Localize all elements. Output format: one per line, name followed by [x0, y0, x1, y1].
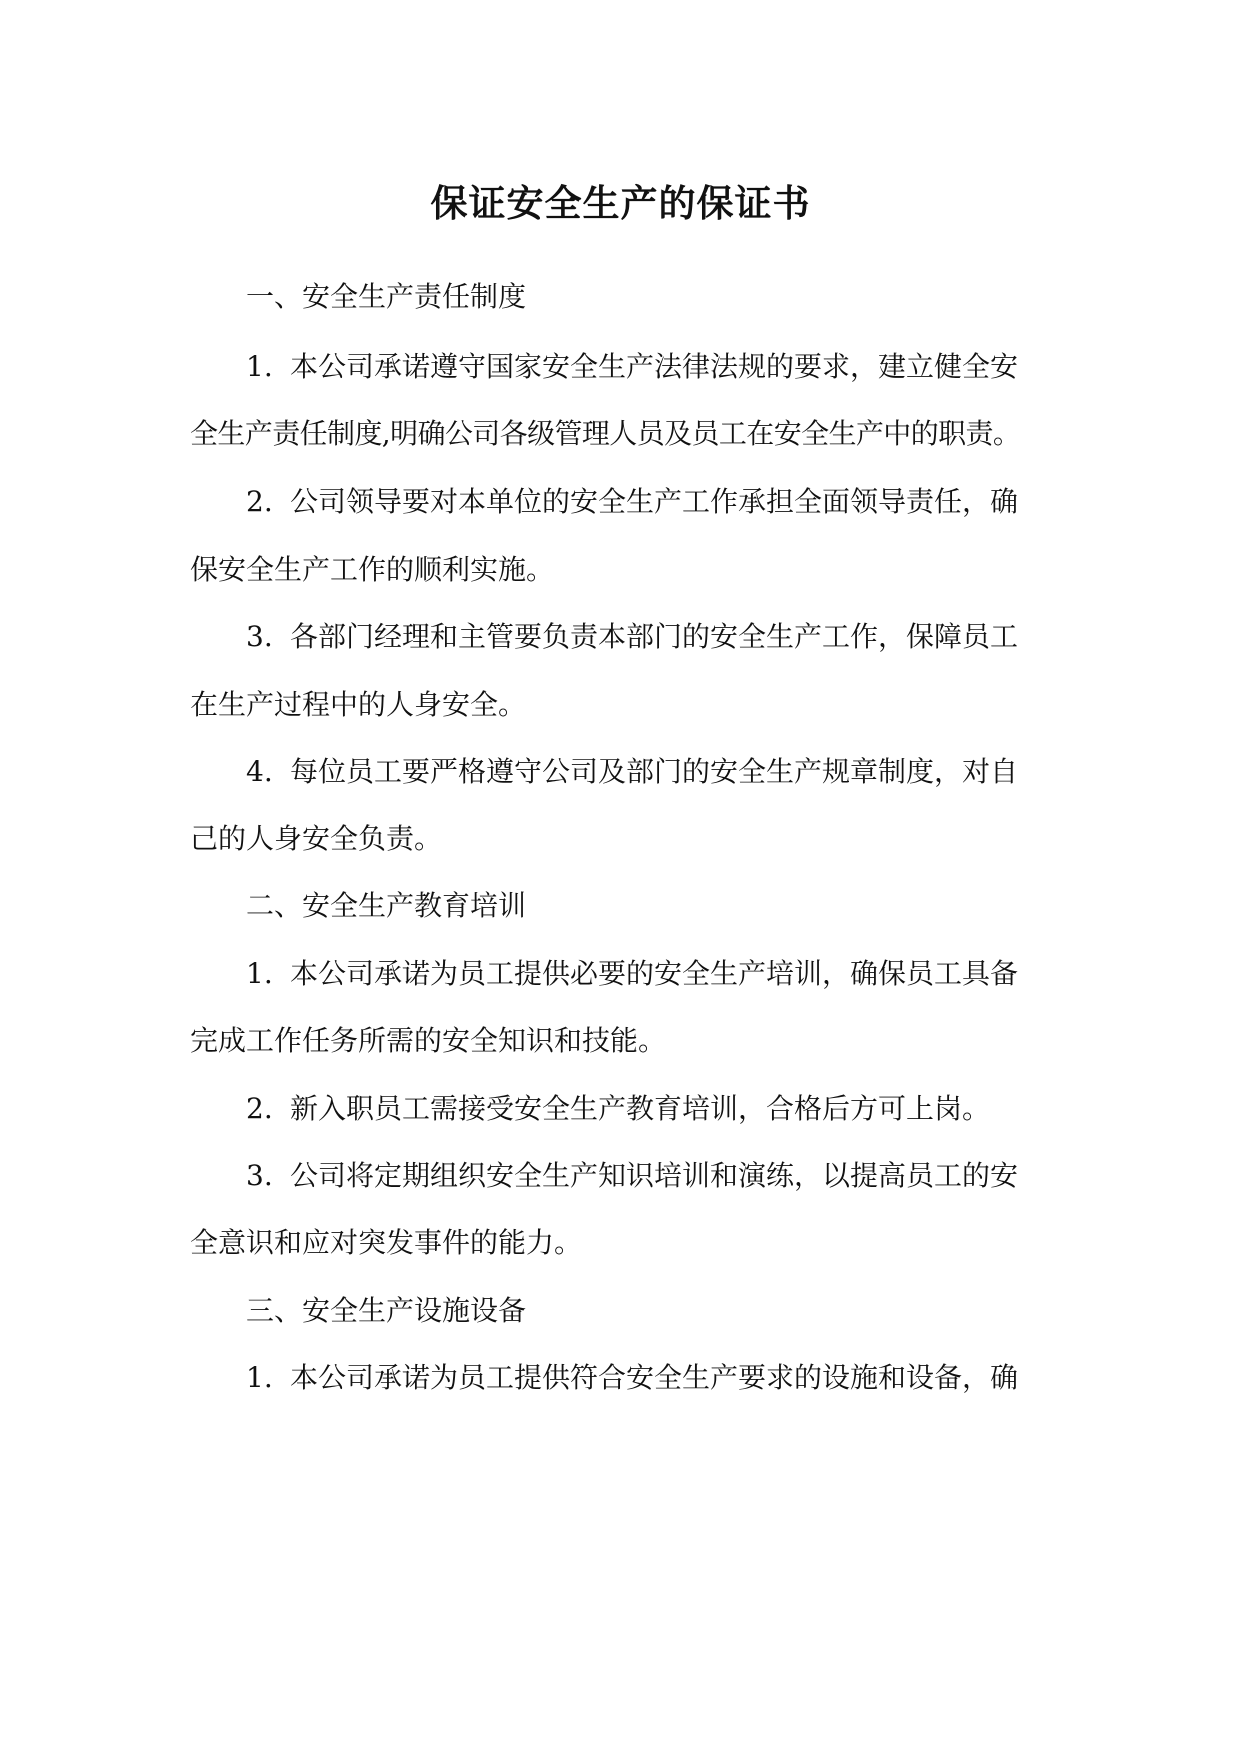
item-number: 1.: [246, 1361, 273, 1394]
item-number: 2.: [246, 485, 273, 518]
line-text: 二、安全生产教育培训: [246, 889, 527, 922]
paragraph-line: [190, 1223, 1060, 1263]
paragraph-line: [246, 482, 1060, 522]
line-text: 三、安全生产设施设备: [246, 1294, 527, 1327]
paragraph-line: [190, 819, 1060, 859]
item-number: 3.: [246, 1159, 273, 1192]
line-text: 本公司承诺为员工提供必要的安全生产培训，确保员工具备: [290, 957, 1019, 990]
section-heading-2: [246, 886, 1060, 926]
line-text: 公司将定期组织安全生产知识培训和演练，以提高员工的安: [290, 1159, 1019, 1192]
document-title: 保证安全生产的保证书: [430, 181, 811, 225]
paragraph-line: [246, 752, 1060, 792]
line-text: 公司领导要对本单位的安全生产工作承担全面领导责任，确: [290, 485, 1019, 518]
line-text: 每位员工要严格遵守公司及部门的安全生产规章制度，对自: [290, 755, 1019, 788]
paragraph-line: [190, 1021, 1060, 1061]
item-number: 2.: [246, 1092, 273, 1125]
paragraph-line: [246, 617, 1060, 657]
item-number: 4.: [246, 755, 273, 788]
line-text: 各部门经理和主管要负责本部门的安全生产工作，保障员工: [290, 620, 1019, 653]
paragraph-line: [246, 1358, 1060, 1398]
line-text: 本公司承诺遵守国家安全生产法律法规的要求，建立健全安: [290, 350, 1019, 383]
paragraph-line: [190, 414, 1060, 454]
line-text: 完成工作任务所需的安全知识和技能。: [190, 1024, 667, 1057]
paragraph-line: [190, 550, 1060, 590]
line-text: 本公司承诺为员工提供符合安全生产要求的设施和设备，确: [290, 1361, 1019, 1394]
line-text: 全意识和应对突发事件的能力。: [190, 1226, 583, 1259]
paragraph-line: [246, 1156, 1060, 1196]
line-text: 全生产责任制度,明确公司各级管理人员及员工在安全生产中的职责。: [190, 417, 1021, 450]
item-number: 1.: [246, 957, 273, 990]
paragraph-line: [190, 685, 1060, 725]
line-text: 新入职员工需接受安全生产教育培训，合格后方可上岗。: [290, 1092, 991, 1125]
line-text: 己的人身安全负责。: [190, 822, 443, 855]
paragraph-line: [246, 1089, 1060, 1129]
item-number: 1.: [246, 350, 273, 383]
section-heading-1: [246, 277, 1060, 317]
line-text: 在生产过程中的人身安全。: [190, 688, 527, 721]
line-text: 一、安全生产责任制度: [246, 280, 527, 313]
section-heading-3: [246, 1291, 1060, 1331]
paragraph-line: [246, 347, 1060, 387]
item-number: 3.: [246, 620, 273, 653]
paragraph-line: [246, 954, 1060, 994]
line-text: 保安全生产工作的顺利实施。: [190, 553, 555, 586]
